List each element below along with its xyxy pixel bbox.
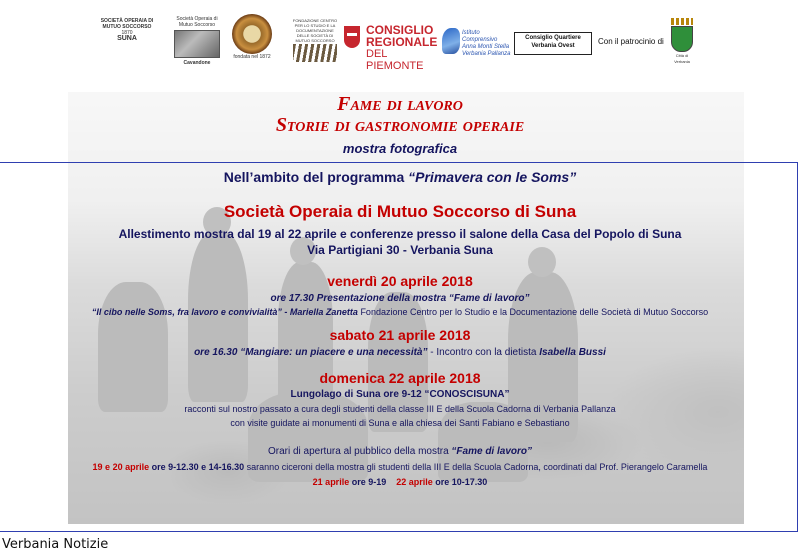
logo-cavandone-image — [174, 30, 220, 58]
watermark: Verbania Notizie — [2, 537, 109, 552]
exhibition-subtitle: Storie di gastronomie operaie — [275, 114, 525, 136]
event-sabato-line1: ore 16.30 “Mangiare: un piacere e una necessità” - Incontro con la dietista Isabella Bussi — [194, 347, 606, 358]
event-date-sabato: sabato 21 aprile 2018 — [329, 327, 471, 343]
event-venerdi-line2: “Il cibo nelle Soms, fra lavoro e convivialità” - Mariella Zanetta Fondazione Centro per lo Studio e la Documentazione delle Società di Mutuo Soccorso — [91, 307, 709, 317]
event-venerdi-line1: ore 17.30 Presentazione della mostra “Fame di lavoro” — [270, 293, 530, 304]
piemonte-shield-icon — [344, 26, 360, 48]
ic-logo-image — [442, 28, 460, 54]
event-date-domenica: domenica 22 aprile 2018 — [319, 370, 481, 386]
logo-soms-suna: SOCIETÀ OPERAIA DI MUTUO SOCCORSO 1870 SUNA — [100, 18, 154, 42]
logo-consiglio-regionale: CONSIGLIO REGIONALE DEL PIEMONTE — [344, 22, 446, 66]
logo-citta-verbania: Città di Verbania — [668, 18, 696, 68]
orari-heading: Orari di apertura al pubblico della mostra “Fame di lavoro” — [267, 446, 532, 457]
seal-image — [232, 14, 272, 54]
logo-fondazione-image — [293, 44, 337, 62]
event-domenica-line3: con visite guidate ai monumenti di Suna e alla chiesa dei Santi Fabiano e Sebastiano — [230, 418, 570, 428]
societa-heading: Società Operaia di Mutuo Soccorso di Suna — [223, 202, 577, 221]
orari-line2: 21 aprile ore 9-19 22 aprile ore 10-17.30 — [312, 477, 488, 487]
logo-istituto-comprensivo: Istituto Comprensivo Anna Monti Stella Verbania Pallanza — [442, 28, 514, 64]
logo-fondazione: FONDAZIONE CENTRO PER LO STUDIO E LA DOCUMENTAZIONE DELLE SOCIETÀ DI MUTUO SOCCORSO — [290, 18, 340, 68]
event-date-venerdi: venerdì 20 aprile 2018 — [327, 273, 473, 289]
logo-consiglio-quartiere: Consiglio Quartiere Verbania Ovest — [514, 32, 592, 55]
patrocinio-label: Con il patrocinio di — [598, 37, 664, 46]
event-domenica-line1: Lungolago di Suna ore 9-12 “CONOSCISUNA” — [290, 389, 510, 400]
allestimento-line: Allestimento mostra dal 19 al 22 aprile e conferenze presso il salone della Casa del Popolo di Suna — [118, 227, 682, 241]
logo-circle-seal: fondata nel 1872 — [230, 14, 274, 66]
exhibition-title: Fame di lavoro — [337, 93, 463, 115]
orari-line1: 19 e 20 aprile ore 9-12.30 e 14-16.30 saranno ciceroni della mostra gli studenti della III E della Scuola Cadorna, coordinati dal Prof. Pierangelo Caramella — [92, 462, 708, 472]
logo-soms-cavandone: Società Operaia di Mutuo Soccorso Cavandone — [172, 16, 222, 68]
mostra-label: mostra fotografica — [342, 141, 458, 156]
crown-icon — [671, 18, 693, 25]
sponsor-logos — [0, 0, 800, 80]
city-shield-icon — [671, 26, 693, 52]
programma-line: Nell’ambito del programma “Primavera con le Soms” — [223, 169, 577, 185]
event-domenica-line2: racconti sul nostro passato a cura degli studenti della classe III E della Scuola Cadorna di Verbania Pallanza — [184, 404, 616, 414]
address-line: Via Partigiani 30 - Verbania Suna — [307, 243, 493, 257]
